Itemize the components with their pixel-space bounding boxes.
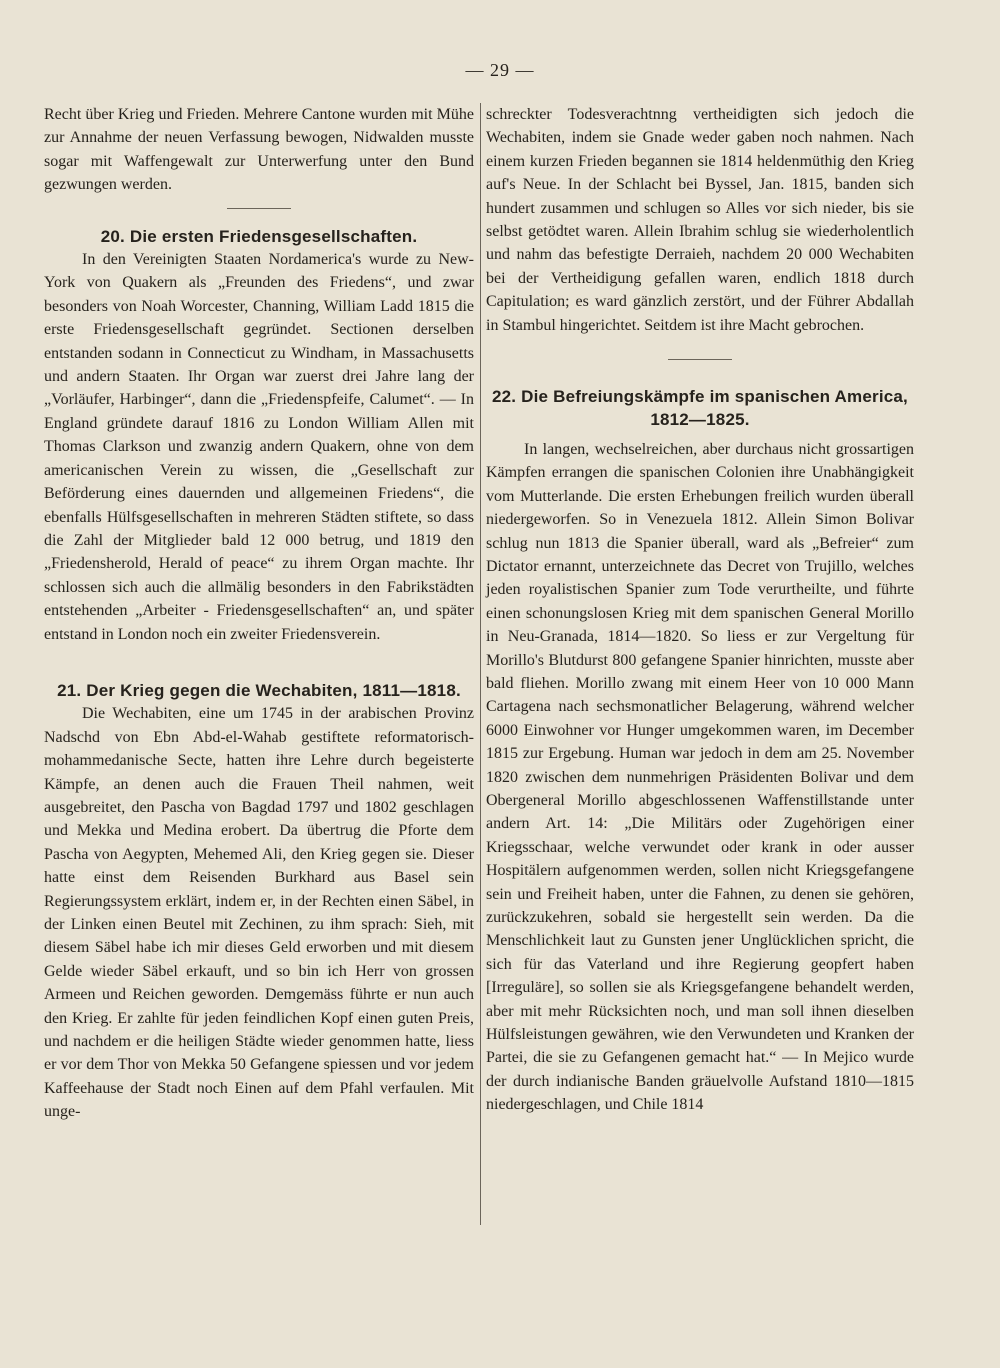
paragraph-section-20: In den Vereinigten Staaten Nordamerica's wurde zu New-York von Quakern als „Freunden des Friedens“, und zwar besonders von Noah Worcester, Channing, William Ladd 1815 die erste Friedensgesellschaft gegründet. Sectionen derselben entstanden sodann in Connecticut zu Windham, in Massachusetts und andern Staaten. Ihr Organ war zuerst drei Jahre lang der „Vorläufer, Harbinger“, dann die „Friedenspfeife, Calumet“. — In England gründete darauf 1816 zu London William Allen mit Thomas Clarkson und zwanzig andern Quakern, ohne von dem americanischen Verein zu wissen, die „Gesellschaft zur Beförderung eines dauernden und allgemeinen Friedens“, die ebenfalls Hülfsgesellschaften in mehreren Städten stiftete, so dass die Zahl der Mitglieder bald 12 000 betrug, und 1819 den „Friedensherold, Herald of peace“ zu ihrem Organ machte. Ihr schlossen sich auch die allmälig besonders in den Fabrikstädten entstehenden „Arbeiter - Friedensgesellschaften“ an, und später entstand in London noch ein zweiter Friedensverein. (44, 251, 474, 643)
section-divider-rule (227, 208, 291, 209)
section-heading-20: 20. Die ersten Friedensgesellschaften. (100, 226, 418, 246)
section-divider-rule (668, 359, 732, 360)
paragraph-intro: Recht über Krieg und Frieden. Mehrere Cantone wurden mit Mühe zur Annahme der neuen Verfassung bewogen, Nidwalden musste sogar mit Waffengewalt zur Unterwerfung unter den Bund gezwungen werden. (44, 106, 474, 194)
paragraph-section-22: In langen, wechselreichen, aber durchaus nicht grossartigen Kämpfen errangen die spanischen Colonien ihre Unabhängigkeit vom Mutterlande. Die ersten Erhebungen freilich wurden überall niedergeworfen. So in Venezuela 1812. Allein Simon Bolivar schlug nun 1813 die Spanier überall, ward als „Befreier“ zum Dictator ernannt, unterzeichnete das Decret von Trujillo, welches jeden royalistischen Spanier zum Tode verurtheilte, und führte einen schonungslosen Krieg mit dem spanischen General Morillo in Neu-Granada, 1814—1820. So liess er zur Vergeltung für Morillo's Blutdurst 800 gefangene Spanier hinrichten, musste aber bald fliehen. Morillo zwang mit einem Heer von 10 000 Mann Cartagena nach sechsmonatlicher Belagerung, während welcher 6000 Einwohner vor Hunger umgekommen waren, im December 1815 zur Ergebung. Human war jedoch in dem am 25. November 1820 zwischen dem nunmehrigen Präsidenten Bolivar und dem Obergeneral Morillo abgeschlossenen Waffenstillstande unter andern Art. 14: „Die Militärs oder Zugehörigen einer Kriegsschaar, welche verwundet oder krank in oder ausser Hospitälern aufgenommen werden, sollen nicht Kriegsgefangene sein und Freiheit haben, unter die Fahnen, zu denen sie gehören, zurückzukehren, sobald sie hergestellt sein werden. Da die Menschlichkeit laut zu Gunsten jener Unglücklichen spricht, die sich für das Vaterland und ihre Regierung geopfert haben [Irreguläre], so sollen sie als Kriegsgefangene behandelt werden, aber mit mehr Rücksichten noch, und man soll ihnen dieselben Hülfsleistungen gewähren, wie den Verwundeten und Kranken der Partei, die sie zu Gefangenen gemacht hat.“ — In Mejico wurde der durch indianische Banden gräuelvolle Aufstand 1810—1815 niedergeschlagen, und Chile 1814 (486, 440, 914, 1114)
page-number: — 29 — (465, 60, 535, 80)
paragraph-continuation: schreckter Todesverachtnng vertheidigten sich jedoch die Wechabiten, indem sie Gnade weder gaben noch nahmen. Nach einem kurzen Frieden begannen sie 1814 heldenmüthig den Krieg auf's Neue. In der Schlacht bei Byssel, Jan. 1815, banden sich hundert zusammen und schlugen so Alles vor sich nieder, bis sie selbst getödtet waren. Allein Ibrahim schlug sie wiederholentlich und nahm das befestigte Derraieh, nachdem 20 000 Wechabiten bei der Vertheidigung gefallen waren, endlich 1818 durch Capitulation; es ward gänzlich zerstört, und der Führer Abdallah in Stambul hingerichtet. Seitdem ist ihre Macht gebrochen. (486, 106, 914, 334)
column-divider (480, 103, 481, 1225)
right-column (486, 103, 914, 1117)
paragraph-section-21: Die Wechabiten, eine um 1745 in der arabischen Provinz Nadschd von Ebn Abd-el-Wahab gestiftete reformatorisch-mohammedanische Secte, hatten ihre Lehre durch begeisterte Kämpfe, an denen auch die Frauen Theil nahmen, weit ausgebreitet, den Pascha von Bagdad 1797 und 1802 geschlagen und Mekka und Medina erobert. Da übertrug die Pforte dem Pascha von Aegypten, Mehemed Ali, den Krieg gegen sie. Dieser hatte einst dem Reisenden Burkhard aus Basel sein Regierungssystem erklärt, indem er, in der Rechten einen Säbel, in der Linken einen Beutel mit Zechinen, zu ihm sprach: Sieh, mit diesem Säbel habe ich mir dieses Geld erworben und mit diesem Gelde wieder Säbel erkauft, und so bin ich Herr von grossen Armeen und Reichen geworden. Demgemäss führte er nun auch den Krieg. Er zahlte für jeden feindlichen Kopf einen guten Preis, und nachdem er die heiligen Städte wieder genommen hatte, liess er vor dem Thor von Mekka 50 Gefangene spiessen und vor jedem Kaffeehause der Stadt noch Einen auf dem Pfahl verfaulen. Mit unge- (44, 705, 474, 1121)
section-heading-21: 21. Der Krieg gegen die Wechabiten, 1811—1818. (57, 680, 461, 700)
section-spacer (44, 646, 474, 679)
left-column (44, 103, 474, 1124)
section-heading-22: 22. Die Befreiungskämpfe im spanischen America, 1812—1825. (492, 387, 908, 430)
